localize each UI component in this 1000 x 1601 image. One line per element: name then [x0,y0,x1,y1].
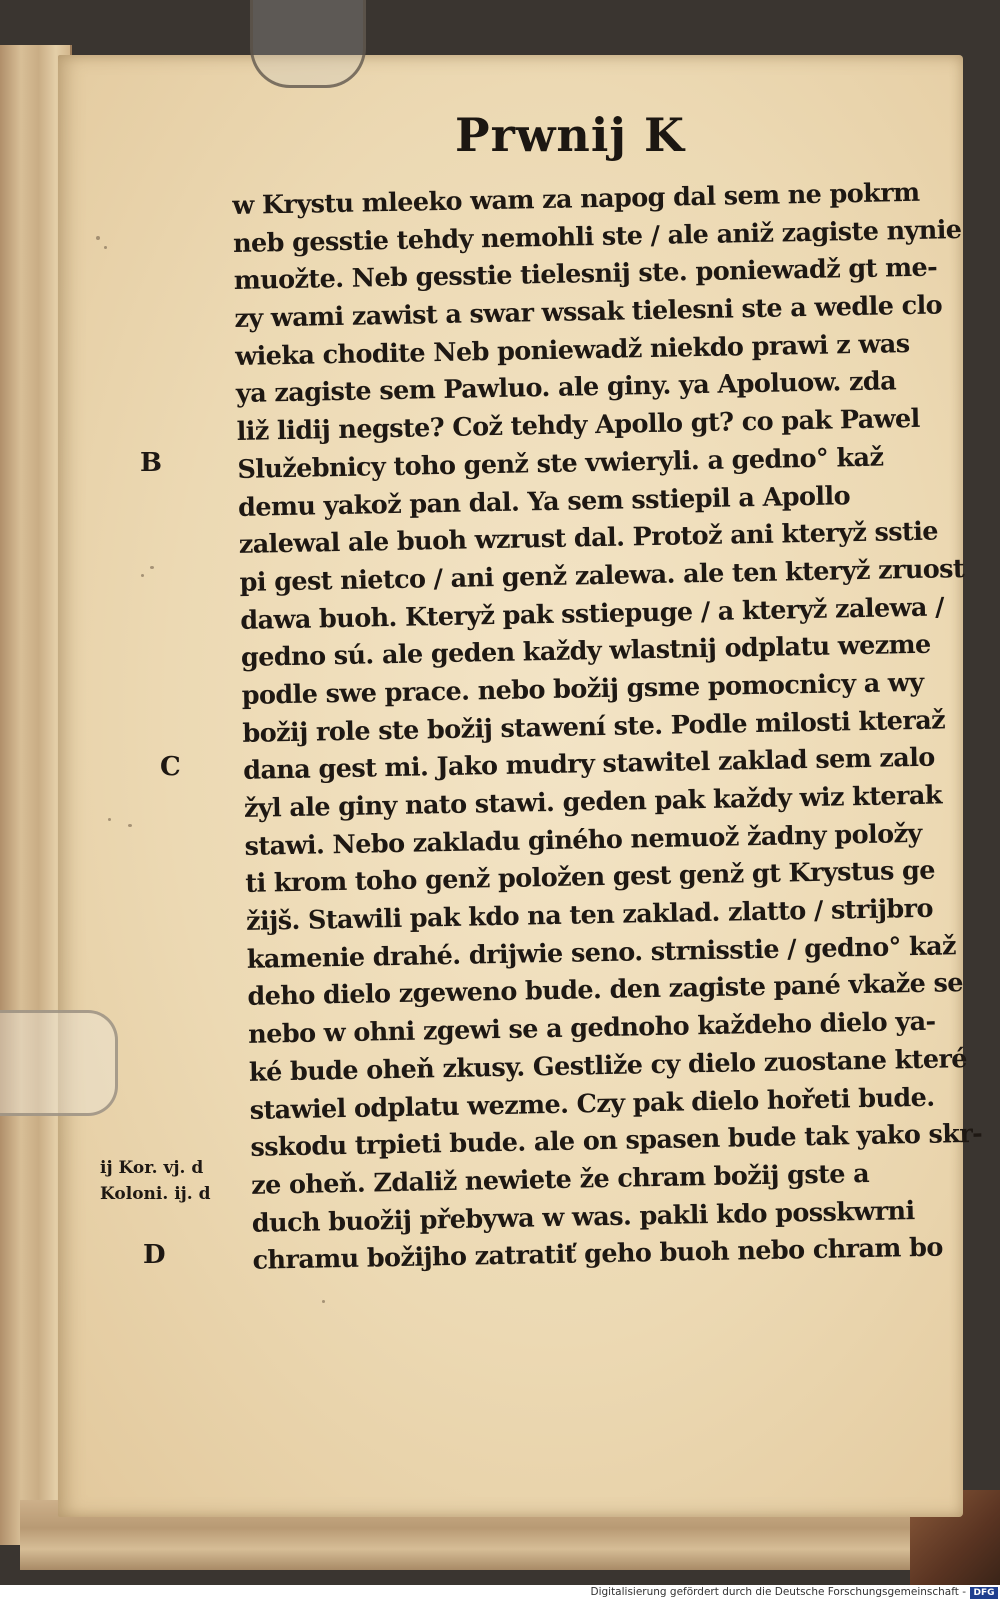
text-line: podle swe prace. nebo božij gsme pomocnicy a wy [241,667,924,711]
section-marker-c: C [160,752,181,782]
ink-speck [96,236,100,240]
text-line: dawa buoh. Kteryž pak sstiepuge / a kteryž zalewa / [240,591,945,636]
text-line: w Krystu mleeko wam za napog dal sem ne pokrm [232,177,920,221]
margin-note: Koloni. ij. d [100,1184,211,1204]
text-line: deho dielo zgeweno bude. den zagiste pané vkaže se [247,968,964,1013]
section-marker-d: D [143,1240,166,1270]
margin-note: ij Kor. vj. d [100,1158,204,1178]
text-line: Služebnicy toho genž ste vwieryli. a gedno° kaž [237,442,884,485]
text-line: neb gesstie tehdy nemohli ste / ale aniž zagiste nynie [232,214,962,259]
text-line: dana gest mi. Jako mudry stawitel zaklad sem zalo [242,742,935,787]
text-line: žyl ale giny nato stawi. geden pak každy wiz kterak [243,780,943,824]
text-line: muožte. Neb gesstie tielesnij ste. poniewadž gt me- [233,252,938,297]
text-line: stawi. Nebo zakladu giného nemuož žadny položy [244,818,922,862]
text-line: ti krom toho genž položen gest genž gt Krystus ge [245,856,936,900]
text-line: wieka chodite Neb poniewadž niekdo prawi z was [234,328,910,372]
text-line: nebo w ohni zgewi se a gednoho každeho dielo ya- [247,1006,936,1050]
footer-credit: Digitalisierung gefördert durch die Deutsche Forschungsgemeinschaft - [590,1586,966,1598]
ink-speck [108,818,111,821]
text-line: gedno sú. ale geden každy wlastnij odplatu wezme [240,629,931,674]
text-line: sskodu trpieti bude. ale on spasen bude tak yako skr- [250,1118,983,1164]
text-line: ké bude oheň zkusy. Gestliže cy dielo zuostane které [248,1043,968,1088]
section-marker-b: B [140,448,162,478]
text-line: kamenie drahé. drijwie seno. strnisstie / gedno° kaž [246,930,957,975]
text-line: ze oheň. Zdaliž newiete že chram božij gste a [250,1158,870,1201]
text-line: demu yakož pan dal. Ya sem sstiepil a Apollo [237,480,851,523]
page-heading: Prwnij K [455,108,685,162]
text-line: liž lidij negste? Což tehdy Apollo gt? co pak Pawel [236,403,920,448]
ink-speck [128,824,132,827]
text-line: stawiel odplatu wezme. Czy pak dielo hořeti bude. [249,1082,935,1126]
text-line: chramu božijho zatratiť geho buoh nebo chram bo [252,1232,943,1277]
body-text [232,176,983,1281]
text-line: ya zagiste sem Pawluo. ale giny. ya Apoluow. zda [235,366,897,410]
dfg-logo: DFG [970,1587,998,1599]
ink-speck [150,566,154,569]
text-line: zalewal ale buoh wzrust dal. Protož ani kteryž sstie [238,516,939,561]
ink-speck [104,246,107,249]
text-line: žijš. Stawili pak kdo na ten zaklad. zlatto / strijbro [245,893,934,937]
ink-speck [141,574,144,577]
text-line: duch buožij přebywa w was. pakli kdo posskwrni [251,1195,915,1239]
ink-speck [322,1300,325,1303]
text-line: zy wami zawist a swar wssak tielesni ste a wedle clo [234,290,943,335]
page-clip-top [250,0,366,88]
text-line: pi gest nietco / ani genž zalewa. ale ten kteryž zruost [239,553,965,598]
page-clip-left [0,1010,118,1116]
text-line: božij role ste božij stawení ste. Podle milosti kteraž [242,705,946,749]
